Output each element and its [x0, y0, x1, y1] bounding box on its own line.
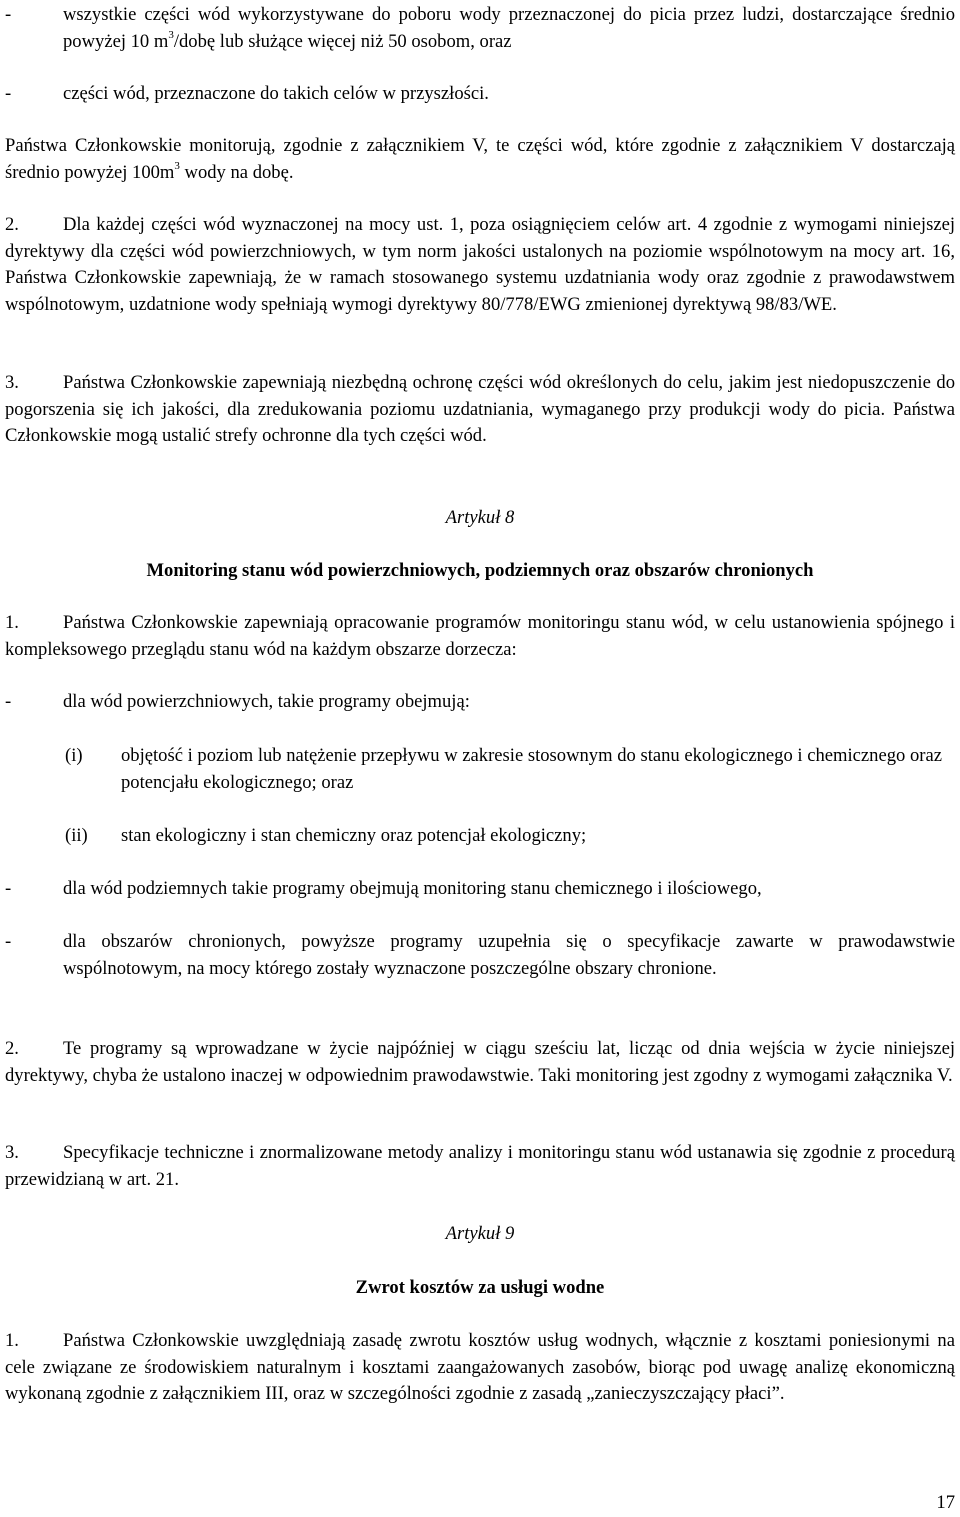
bullet-item: [5, 81, 955, 108]
paragraph-number: 2.: [5, 1038, 19, 1059]
sub-item-marker: (i): [65, 745, 83, 766]
bullet-marker: -: [5, 83, 12, 104]
sub-item: [5, 823, 955, 850]
paragraph: Państwa Członkowskie monitorują, zgodnie z załącznikiem V, te części wód, które zgodnie z załącznikiem V dostarczają średnio powyżej $100m^3$ wody na dobę.: [5, 135, 955, 183]
bullet-text: części wód, przeznaczone do takich celów w przyszłości.: [63, 83, 489, 104]
bullet-item: [5, 2, 955, 55]
page-number: 17: [936, 1492, 955, 1513]
bullet-marker: -: [5, 931, 12, 952]
bullet-item: [5, 876, 955, 903]
sub-item-marker: (ii): [65, 825, 88, 846]
article-heading: Zwrot kosztów za usługi wodne: [355, 1277, 605, 1298]
paragraph-number: 3.: [5, 372, 19, 393]
paragraph-number: 1.: [5, 1330, 19, 1351]
numbered-paragraph: 1. Państwa Członkowskie zapewniają opracowanie programów monitoringu stanu wód, w celu ustanowienia spójnego i kompleksowego przeglądu stanu wód na każdym obszarze dorzecza:: [5, 612, 955, 660]
numbered-paragraph: 3. Specyfikacje techniczne i znormalizowane metody analizy i monitoringu stanu wód ustanawia się zgodnie z procedurą przewidzianą w art. 21.: [5, 1142, 955, 1190]
numbered-paragraph: 1. Państwa Członkowskie uwzględniają zasadę zwrotu kosztów usług wodnych, włącznie z kosztami poniesionymi na cele związane ze środowiskiem naturalnym i kosztami zaangażowanych zasobów, biorąc pod uwagę analizę ekonomiczną wykonaną zgodnie z załącznikiem III, oraz w szczególności zgodnie z zasadą „zanieczyszczający płaci”.: [5, 1330, 955, 1404]
bullet-text: dla wód podziemnych takie programy obejmują monitoring stanu chemicznego i ilościowego,: [63, 878, 762, 899]
bullet-marker: -: [5, 691, 12, 712]
article-label: Artykuł 8: [445, 507, 515, 528]
article-heading: Monitoring stanu wód powierzchniowych, podziemnych oraz obszarów chronionych: [146, 560, 814, 581]
bullet-item: [5, 689, 955, 716]
sub-item: [5, 743, 955, 796]
paragraph-number: 3.: [5, 1142, 19, 1163]
numbered-paragraph: 2. Te programy są wprowadzane w życie najpóźniej w ciągu sześciu lat, licząc od dnia wejścia w życie niniejszej dyrektywy, chyba że ustalono inaczej w odpowiednim prawodawstwie. Taki monitoring jest zgodny z wymogami załącznika V.: [5, 1038, 955, 1086]
bullet-marker: -: [5, 878, 12, 899]
article-label: Artykuł 9: [445, 1223, 515, 1244]
paragraph-number: 2.: [5, 214, 19, 235]
bullet-text: dla wód powierzchniowych, takie programy obejmują:: [63, 691, 470, 712]
bullet-marker: -: [5, 4, 12, 25]
bullet-item: [5, 929, 955, 982]
numbered-paragraph: 3. Państwa Członkowskie zapewniają niezbędną ochronę części wód określonych do celu, jakim jest niedopuszczenie do pogorszenia się ich jakości, dla zredukowania poziomu uzdatniania, wymaganego przy produkcji wody do picia. Państwa Członkowskie mogą ustalić strefy ochronne dla tych części wód.: [5, 372, 955, 446]
sub-item-text: objętość i poziom lub natężenie przepływu w zakresie stosownym do stanu ekologicznego i chemicznego oraz potencjału ekologicznego; oraz: [121, 745, 942, 793]
numbered-paragraph: 2. Dla każdej części wód wyznaczonej na mocy ust. 1, poza osiągnięciem celów art. 4 zgodnie z wymogami niniejszej dyrektywy dla części wód powierzchniowych, w tym norm jakości ustalonych na poziomie wspólnotowym na mocy art. 16, Państwa Członkowskie zapewniają, że w ramach stosowanego systemu uzdatniania wody oraz zgodnie z prawodawstwem wspólnotowym, uzdatnione wody spełniają wymogi dyrektywy 80/778/EWG zmienionej dyrektywą 98/83/WE.: [5, 214, 955, 315]
paragraph-number: 1.: [5, 612, 19, 633]
bullet-text: dla obszarów chronionych, powyższe programy uzupełnia się o specyfikacje zawarte w prawodawstwie wspólnotowym, na mocy którego zostały wyznaczone poszczególne obszary chronione.: [63, 931, 955, 979]
bullet-text: wszystkie części wód wykorzystywane do poboru wody przeznaczonej do picia przez ludzi, dostarczające średnio powyżej 10 $m^3$/dobę lub służące więcej niż 50 osobom, oraz: [63, 4, 955, 52]
sub-item-text: stan ekologiczny i stan chemiczny oraz potencjał ekologiczny;: [121, 825, 587, 846]
